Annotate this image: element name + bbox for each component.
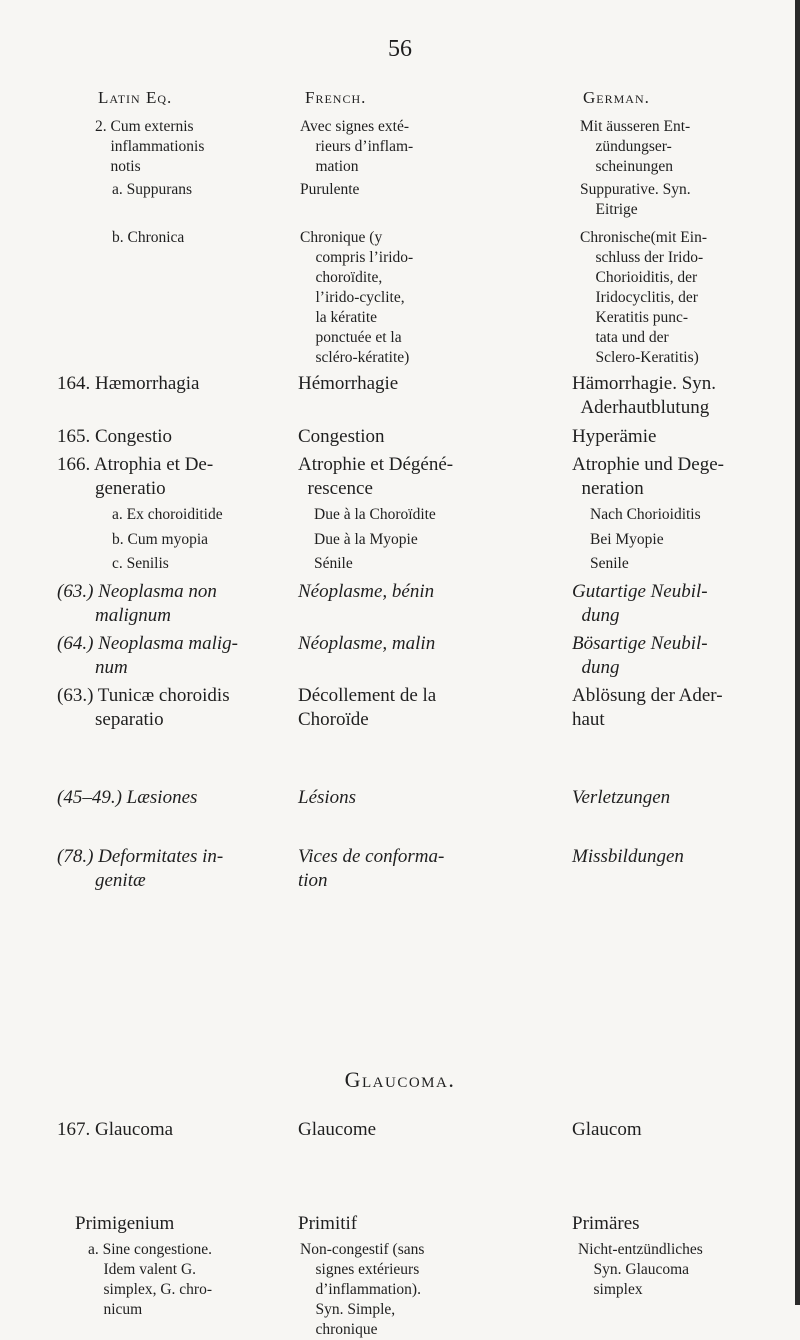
german-63a: Gutartige Neubil- dung [572, 581, 708, 626]
french-2a: Purulente [300, 181, 360, 198]
latin-45: (45–49.) Læsiones [57, 787, 198, 808]
latin-164: 164. Hæmorrhagia [57, 373, 200, 394]
latin-63a: (63.) Neoplasma non malignum [57, 581, 217, 626]
latin-166: 166. Atrophia et De- generatio [57, 454, 214, 499]
section-title: Glaucoma. [344, 1067, 456, 1092]
german-primary: Primäres [572, 1213, 640, 1234]
french-primary: Primitif [298, 1213, 358, 1234]
latin-165: 165. Congestio [57, 426, 173, 447]
latin-167: 167. Glaucoma [57, 1119, 174, 1140]
french-63a: Néoplasme, bénin [298, 581, 435, 602]
german-primary-a: Nicht-entzündliches Syn. Glaucoma simplex [578, 1241, 703, 1298]
german-78: Missbildungen [572, 846, 684, 867]
latin-166a: a. Ex choroiditide [112, 506, 223, 523]
german-166c: Senile [590, 555, 629, 572]
french-165: Congestion [298, 426, 385, 447]
latin-64: (64.) Neoplasma malig- num [57, 633, 239, 678]
latin-primary: Primigenium [75, 1213, 175, 1234]
french-78: Vices de conforma- tion [298, 846, 445, 891]
german-45: Verletzungen [572, 787, 671, 808]
french-45: Lésions [298, 787, 357, 808]
french-2b: Chronique (y compris l’irido- choroïdite, l’irido-cyclite, la kératite ponctuée et la scléro-kératite) [300, 229, 414, 366]
french-primary-a: Non-congestif (sans signes extérieurs d’inflammation). Syn. Simple, chronique [300, 1241, 425, 1338]
french-167: Glaucome [298, 1119, 377, 1140]
page-number: 56 [388, 36, 412, 62]
french-64: Néoplasme, malin [298, 633, 436, 654]
german-2b: Chronische(mit Ein- schluss der Irido- Chorioiditis, der Iridocyclitis, der Keratitis punc- tata und der Sclero-Keratitis) [580, 229, 707, 366]
page-edge-line [795, 0, 800, 1305]
french-166a: Due à la Choroïdite [314, 506, 436, 523]
french-166b: Due à la Myopie [314, 531, 418, 548]
header-french: French. [305, 88, 367, 107]
german-167: Glaucom [572, 1119, 642, 1140]
german-164: Hämorrhagie. Syn. Aderhautblutung [572, 373, 717, 418]
german-165: Hyperämie [572, 426, 657, 447]
german-2: Mit äusseren Ent- zündungser- scheinungen [580, 118, 691, 175]
german-166b: Bei Myopie [590, 531, 664, 548]
french-63b: Décollement de la Choroïde [298, 685, 437, 730]
german-64: Bösartige Neubil- dung [572, 633, 708, 678]
latin-166c: c. Senilis [112, 555, 169, 572]
french-164: Hémorrhagie [298, 373, 399, 394]
latin-78: (78.) Deformitates in- genitæ [57, 846, 224, 891]
latin-2a: a. Suppurans [112, 181, 193, 198]
latin-166b: b. Cum myopia [112, 531, 209, 548]
latin-63b: (63.) Tunicæ choroidis separatio [57, 685, 230, 730]
header-german: German. [583, 88, 650, 107]
german-2a: Suppurative. Syn. Eitrige [580, 181, 691, 218]
german-63b: Ablösung der Ader- haut [572, 685, 723, 730]
french-166c: Sénile [314, 555, 353, 572]
french-2: Avec signes exté- rieurs d’inflam- mation [300, 118, 414, 175]
latin-primary-a: a. Sine congestione. Idem valent G. simplex, G. chro- nicum [88, 1241, 212, 1318]
german-166: Atrophie und Dege- neration [572, 454, 724, 499]
french-166: Atrophie et Dégéné- rescence [298, 454, 454, 499]
latin-2b: b. Chronica [112, 229, 185, 246]
german-166a: Nach Chorioiditis [590, 506, 701, 523]
latin-2: 2. Cum externis inflammationis notis [95, 118, 205, 175]
header-latin: Latin Eq. [98, 88, 173, 107]
